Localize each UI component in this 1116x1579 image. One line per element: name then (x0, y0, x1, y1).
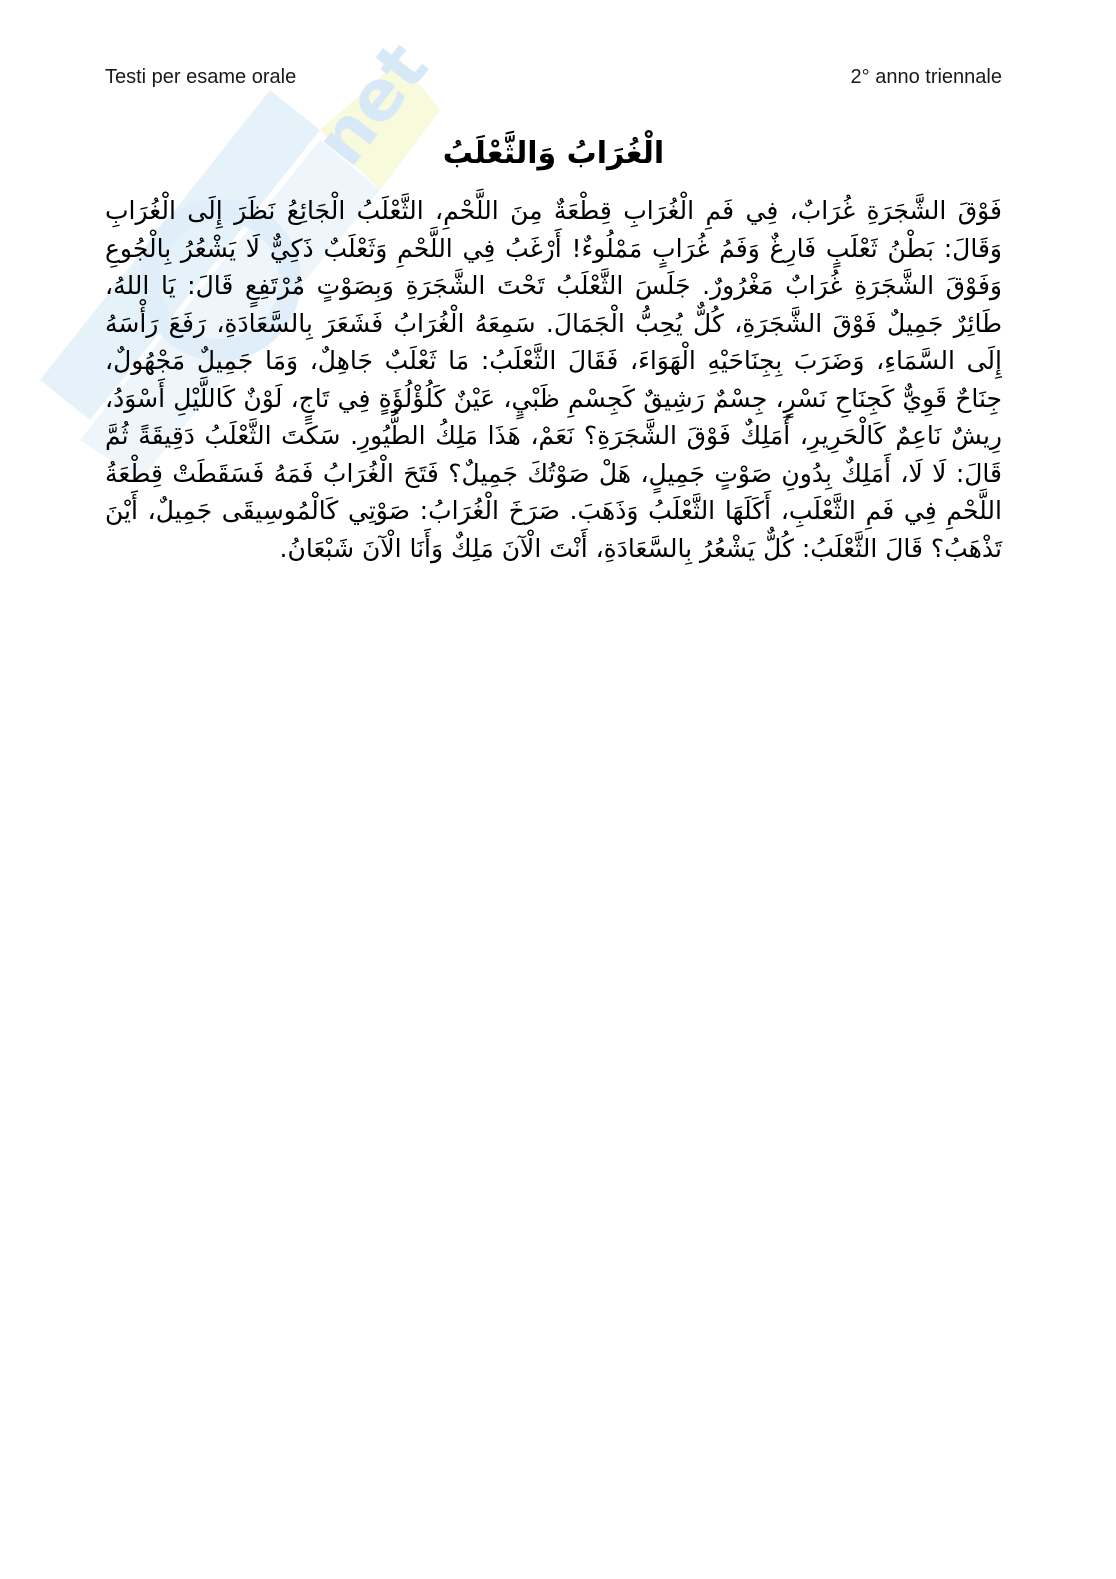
header-year-label: 2° anno triennale (850, 66, 1002, 88)
watermark-brand-text: net (298, 26, 444, 181)
page-header (105, 66, 1002, 96)
header-course-label: Testi per esame orale (105, 66, 297, 88)
story-title: الْغُرَابُ وَالثَّعْلَبُ (442, 136, 665, 171)
story-body: فَوْقَ الشَّجَرَةِ غُرَابٌ، فِي فَمِ الْغُرَابِ قِطْعَةٌ مِنَ اللَّحْمِ، الثَّعْلَبُ الْجَائِعُ نَظَرَ إِلَى الْغُرَابِ وَقَالَ: بَطْنُ ثَعْلَبٍ فَارِغٌ وَفَمُ غُرَابٍ مَمْلُوءٌ! أَرْغَبُ فِي اللَّحْمِ وَثَعْلَبٌ ذَكِيٌّ لَا يَشْعُرُ بِالْجُوعِ وَفَوْقَ الشَّجَرَةِ غُرَابٌ مَغْرُورٌ. جَلَسَ الثَّعْلَبُ تَحْتَ الشَّجَرَةِ وَبِصَوْتٍ مُرْتَفِعٍ قَالَ: يَا اللهُ، طَائِرٌ جَمِيلٌ فَوْقَ الشَّجَرَةِ، كُلٌّ يُحِبُّ الْجَمَالَ. سَمِعَهُ الْغُرَابُ فَشَعَرَ بِالسَّعَادَةِ، رَفَعَ رَأْسَهُ إِلَى السَّمَاءِ، وَضَرَبَ بِجِنَاحَيْهِ الْهَوَاءَ، فَقَالَ الثَّعْلَبُ: مَا ثَعْلَبٌ جَاهِلٌ، وَمَا جَمِيلٌ مَجْهُولٌ، جِنَاحٌ قَوِيٌّ كَجِنَاحِ نَسْرٍ، جِسْمٌ رَشِيقٌ كَجِسْمِ ظَبْيٍ، عَيْنٌ كَلُؤْلُؤَةٍ فِي تَاجٍ، لَوْنٌ كَاللَّيْلِ أَسْوَدُ، رِيشٌ نَاعِمٌ كَالْحَرِيرِ، أَمَلِكٌ فَوْقَ الشَّجَرَةِ؟ نَعَمْ، هَذَا مَلِكُ الطُّيُورِ. سَكَتَ الثَّعْلَبُ دَقِيقَةً ثُمَّ قَالَ: لَا لَا، أَمَلِكٌ بِدُونِ صَوْتٍ جَمِيلٍ، هَلْ صَوْتُكَ جَمِيلٌ؟ فَتَحَ الْغُرَابُ فَمَهُ فَسَقَطَتْ قِطْعَةُ اللَّحْمِ فِي فَمِ الثَّعْلَبِ، أَكَلَهَا الثَّعْلَبُ وَذَهَبَ. صَرَخَ الْغُرَابُ: صَوْتِي كَالْمُوسِيقَى جَمِيلٌ، أَيْنَ تَذْهَبُ؟ قَالَ الثَّعْلَبُ: كُلٌّ يَشْعُرُ بِالسَّعَادَةِ، أَنْتَ الْآنَ مَلِكٌ وَأَنَا الْآنَ شَبْعَانُ. (105, 196, 1002, 563)
